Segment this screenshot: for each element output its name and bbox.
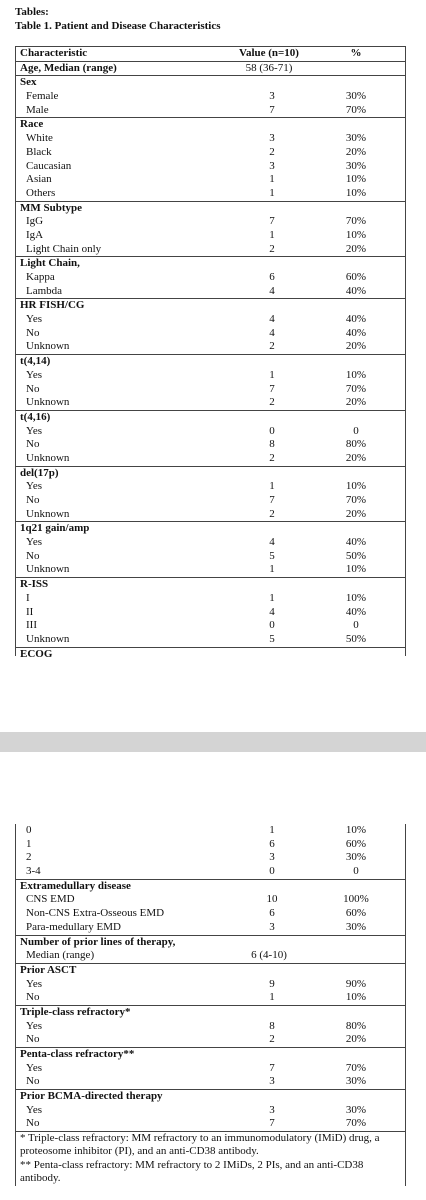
row-percent: 100% <box>343 893 369 906</box>
row-percent: 40% <box>345 284 367 297</box>
row-label: Yes <box>26 313 43 326</box>
group-header-row <box>16 76 405 90</box>
table-row <box>16 838 405 852</box>
row-percent: 30% <box>345 1103 367 1116</box>
table-row <box>16 592 405 606</box>
footnotes <box>16 1132 405 1185</box>
row-value: 3 <box>269 1103 275 1116</box>
group-header-label: t(4,14) <box>20 355 51 368</box>
table-row-group <box>16 299 405 355</box>
group-header-row <box>16 355 405 369</box>
row-percent: 20% <box>345 242 367 255</box>
row-percent: 70% <box>345 215 367 228</box>
row-value: 4 <box>269 313 275 326</box>
group-header-row <box>16 411 405 425</box>
table-row <box>16 229 405 243</box>
row-label: Light Chain only <box>26 242 102 255</box>
table-row <box>16 369 405 383</box>
row-percent: 10% <box>345 173 367 186</box>
row-label: 1 <box>26 837 32 850</box>
group-header-label: Light Chain, <box>20 257 80 270</box>
column-header-value: Value (n=10) <box>239 47 299 59</box>
row-label: No <box>26 1075 40 1088</box>
row-label: Unknown <box>26 632 70 645</box>
group-header-row <box>16 880 405 894</box>
row-value: 6 <box>269 837 275 850</box>
row-percent: 20% <box>345 145 367 158</box>
row-label: No <box>26 382 40 395</box>
row-label: Unknown <box>26 507 70 520</box>
row-percent: 80% <box>345 438 367 451</box>
row-label: IgG <box>26 215 44 228</box>
group-header-row <box>16 299 405 313</box>
table-row <box>16 865 405 879</box>
row-percent: 10% <box>345 824 367 836</box>
row-percent: 10% <box>345 563 367 576</box>
row-label: Para-medullary EMD <box>26 920 121 933</box>
row-value: 10 <box>266 893 278 906</box>
row-percent: 60% <box>345 837 367 850</box>
table-title: Table 1. Patient and Disease Characteristics <box>15 20 221 32</box>
row-percent: 60% <box>345 271 367 283</box>
group-header-label: Race <box>20 118 44 131</box>
row-percent: 0 <box>353 865 359 878</box>
row-label: Median (range) <box>26 949 95 962</box>
row-percent: 30% <box>345 90 367 103</box>
row-percent: 50% <box>345 632 367 645</box>
row-value: 3 <box>269 851 275 864</box>
table-row-group <box>16 76 405 118</box>
row-label: Male <box>26 103 49 116</box>
group-header-row <box>16 257 405 271</box>
table-row <box>16 508 405 522</box>
row-percent: 40% <box>345 313 367 326</box>
group-header-row <box>16 1048 405 1062</box>
table-row <box>16 1020 405 1034</box>
footnote-penta-class: ** Penta-class refractory: MM refractory to 2 IMiDs, 2 PIs, and an anti-CD38 antibody. <box>20 1158 364 1184</box>
group-header-row <box>16 578 405 592</box>
table-row <box>16 991 405 1005</box>
row-value: 3 <box>269 159 275 172</box>
group-header-row <box>16 467 405 481</box>
row-label: Yes <box>26 424 43 437</box>
row-label: Unknown <box>26 340 70 353</box>
table-row <box>16 851 405 865</box>
row-percent: 70% <box>345 1117 367 1130</box>
group-header-label: Triple-class refractory* <box>20 1005 131 1018</box>
row-value: 6 (4-10) <box>251 949 287 962</box>
row-label: CNS EMD <box>26 893 75 906</box>
table-row-group <box>16 62 405 77</box>
row-label: Caucasian <box>26 159 72 172</box>
group-header-row <box>16 1006 405 1020</box>
row-value: 1 <box>269 186 275 199</box>
row-label: Female <box>26 90 59 103</box>
row-label: No <box>26 438 40 451</box>
table-row-group <box>16 964 405 1006</box>
group-header-label: MM Subtype <box>20 201 83 214</box>
row-value: 8 <box>269 1019 275 1032</box>
row-label: 0 <box>26 824 32 836</box>
row-label: No <box>26 549 40 562</box>
row-value: 7 <box>269 494 275 506</box>
table-row <box>16 160 405 174</box>
table-row <box>16 619 405 633</box>
table-row <box>16 550 405 564</box>
row-label: Unknown <box>26 563 70 576</box>
group-header-row <box>16 118 405 132</box>
table-row <box>16 1062 405 1076</box>
table-row-group <box>16 467 405 523</box>
column-header-characteristic: Characteristic <box>20 47 88 59</box>
row-percent: 30% <box>345 1075 367 1088</box>
row-percent: 30% <box>345 132 367 145</box>
row-value: 9 <box>269 977 275 990</box>
group-header-row <box>16 522 405 536</box>
row-value: 2 <box>269 451 275 464</box>
row-label: No <box>26 326 40 339</box>
row-value: 2 <box>269 145 275 158</box>
row-label: 3-4 <box>26 865 41 878</box>
row-value: 7 <box>269 1117 275 1130</box>
group-header-label: HR FISH/CG <box>20 299 85 312</box>
group-header-label: Penta-class refractory** <box>20 1048 135 1060</box>
row-value: 1 <box>269 824 275 836</box>
table-row <box>16 243 405 257</box>
table-row-group <box>16 202 405 258</box>
row-label: II <box>26 605 34 618</box>
row-value: 0 <box>269 619 275 632</box>
row-percent: 0 <box>353 424 359 437</box>
row-label: III <box>26 619 37 632</box>
row-value: 7 <box>269 215 275 228</box>
group-header-row <box>16 936 405 950</box>
row-value: 4 <box>269 284 275 297</box>
row-value: 58 (36-71) <box>245 61 293 74</box>
row-percent: 10% <box>345 368 367 381</box>
table-row <box>16 313 405 327</box>
group-header-label: Prior BCMA-directed therapy <box>20 1090 163 1103</box>
row-label: Yes <box>26 368 43 381</box>
row-value: 4 <box>269 605 275 618</box>
table-row-group <box>16 880 405 936</box>
table-row <box>16 536 405 550</box>
row-label: Unknown <box>26 396 70 409</box>
table-row <box>16 1104 405 1118</box>
table-row-group <box>16 355 405 411</box>
table-row-group <box>16 257 405 299</box>
table-header-row <box>16 47 405 62</box>
table-row <box>16 978 405 992</box>
row-percent: 40% <box>345 536 367 549</box>
row-value: 4 <box>269 326 275 339</box>
row-percent: 70% <box>345 103 367 116</box>
row-percent: 10% <box>345 591 367 604</box>
row-value: 4 <box>269 536 275 549</box>
group-header-label: R-ISS <box>20 578 49 591</box>
row-label: No <box>26 1117 40 1130</box>
group-header-label: del(17p) <box>20 466 59 479</box>
row-value: 5 <box>269 549 275 562</box>
table-row <box>16 1033 405 1047</box>
table-row <box>16 438 405 452</box>
row-value: 1 <box>269 368 275 381</box>
table-row-group <box>16 118 405 201</box>
group-header-label: t(4,16) <box>20 410 51 423</box>
table-row <box>16 146 405 160</box>
table-row <box>16 425 405 439</box>
row-value: 5 <box>269 632 275 645</box>
row-value: 1 <box>269 991 275 1004</box>
row-percent: 20% <box>345 1033 367 1046</box>
row-value: 2 <box>269 396 275 409</box>
group-header-label: Sex <box>20 76 37 89</box>
row-percent: 20% <box>345 507 367 520</box>
table-row <box>16 893 405 907</box>
row-label: IgA <box>26 228 44 241</box>
row-percent: 10% <box>345 186 367 199</box>
row-percent: 30% <box>345 920 367 933</box>
row-value: 3 <box>269 920 275 933</box>
row-label: Yes <box>26 1019 43 1032</box>
row-label: Others <box>26 186 56 199</box>
table-row <box>16 494 405 508</box>
table-row-group <box>16 936 405 964</box>
table-row <box>16 271 405 285</box>
column-header-percent: % <box>350 47 362 59</box>
row-value: 8 <box>269 438 275 451</box>
table-row <box>16 187 405 201</box>
row-percent: 50% <box>345 549 367 562</box>
group-header-row <box>16 1090 405 1104</box>
table-row <box>16 285 405 299</box>
row-percent: 80% <box>345 1019 367 1032</box>
row-label: Yes <box>26 1103 43 1116</box>
row-value: 1 <box>269 173 275 186</box>
table-row <box>16 383 405 397</box>
row-label: Asian <box>26 173 52 186</box>
row-value: 2 <box>269 340 275 353</box>
row-percent: 10% <box>345 480 367 493</box>
row-value: 6 <box>269 271 275 283</box>
table-row <box>16 173 405 187</box>
row-percent: 0 <box>353 619 359 632</box>
row-label: I <box>26 591 30 604</box>
footnote-triple-class: * Triple-class refractory: MM refractory to an immunomodulatory (IMiD) drug, a proteosome inhibitor (PI), and an anti-CD38 antibody. <box>20 1132 380 1158</box>
table-row <box>16 62 405 76</box>
row-label: Yes <box>26 536 43 549</box>
section-heading: Tables: <box>15 6 49 18</box>
table-row <box>16 606 405 620</box>
row-label: Yes <box>26 1061 43 1074</box>
table-row <box>16 949 405 963</box>
table-row <box>16 1075 405 1089</box>
table-row <box>16 1117 405 1131</box>
row-label: White <box>26 132 53 145</box>
group-header-label: ECOG <box>20 647 53 660</box>
row-percent: 30% <box>345 159 367 172</box>
row-label: Non-CNS Extra-Osseous EMD <box>26 907 165 920</box>
row-label: No <box>26 991 40 1004</box>
table-row-group <box>16 824 405 880</box>
row-value: 7 <box>269 1061 275 1074</box>
table-row <box>16 563 405 577</box>
row-value: 1 <box>269 591 275 604</box>
row-value: 3 <box>269 90 275 103</box>
row-label: 2 <box>26 851 32 864</box>
table-body-part-1 <box>16 62 405 662</box>
table-row <box>16 824 405 838</box>
row-label: Lambda <box>26 284 63 297</box>
table-row <box>16 480 405 494</box>
row-label: No <box>26 1033 40 1046</box>
table-row-group <box>16 578 405 647</box>
group-header-row <box>16 964 405 978</box>
group-header-row <box>16 648 405 662</box>
table-body-part-2 <box>16 824 405 1132</box>
row-label: Kappa <box>26 271 55 283</box>
characteristics-table-part-1 <box>15 46 406 660</box>
group-header-label: Prior ASCT <box>20 963 77 976</box>
row-percent: 10% <box>345 991 367 1004</box>
group-header-row <box>16 202 405 216</box>
row-label: Yes <box>26 977 43 990</box>
row-value: 2 <box>269 242 275 255</box>
table-row <box>16 90 405 104</box>
row-value: 0 <box>269 865 275 878</box>
row-percent: 90% <box>345 977 367 990</box>
row-percent: 60% <box>345 907 367 920</box>
row-percent: 70% <box>345 382 367 395</box>
row-label: Unknown <box>26 451 70 464</box>
table-row <box>16 215 405 229</box>
row-label: Black <box>26 145 52 158</box>
page-break-separator <box>0 732 426 752</box>
row-label: No <box>26 494 40 506</box>
table-row-group <box>16 648 405 662</box>
row-percent: 20% <box>345 396 367 409</box>
row-value: 2 <box>269 507 275 520</box>
table-row <box>16 396 405 410</box>
row-value: 7 <box>269 103 275 116</box>
row-percent: 20% <box>345 340 367 353</box>
table-row <box>16 132 405 146</box>
table-row <box>16 327 405 341</box>
group-header-label: Extramedullary disease <box>20 879 131 892</box>
table-row <box>16 104 405 118</box>
row-label: Age, Median (range) <box>20 61 117 74</box>
row-value: 2 <box>269 1033 275 1046</box>
row-percent: 70% <box>345 494 367 506</box>
row-percent: 10% <box>345 228 367 241</box>
row-percent: 20% <box>345 451 367 464</box>
row-percent: 40% <box>345 605 367 618</box>
table-row-group <box>16 522 405 578</box>
row-percent: 70% <box>345 1061 367 1074</box>
group-header-label: 1q21 gain/amp <box>20 522 90 535</box>
row-value: 7 <box>269 382 275 395</box>
row-value: 6 <box>269 907 275 920</box>
table-row-group <box>16 1048 405 1090</box>
row-value: 1 <box>269 480 275 493</box>
table-row-group <box>16 1006 405 1048</box>
table-row <box>16 340 405 354</box>
row-value: 0 <box>269 424 275 437</box>
characteristics-table-part-2 <box>15 824 406 1186</box>
row-label: Yes <box>26 480 43 493</box>
table-row-group <box>16 1090 405 1132</box>
table-row <box>16 921 405 935</box>
table-row <box>16 907 405 921</box>
row-value: 1 <box>269 563 275 576</box>
table-row-group <box>16 411 405 467</box>
row-value: 1 <box>269 228 275 241</box>
table-row <box>16 633 405 647</box>
row-percent: 30% <box>345 851 367 864</box>
document-page-2 <box>0 752 426 1200</box>
row-percent: 40% <box>345 326 367 339</box>
row-value: 3 <box>269 132 275 145</box>
group-header-label: Number of prior lines of therapy, <box>20 935 176 948</box>
table-row <box>16 452 405 466</box>
row-value: 3 <box>269 1075 275 1088</box>
